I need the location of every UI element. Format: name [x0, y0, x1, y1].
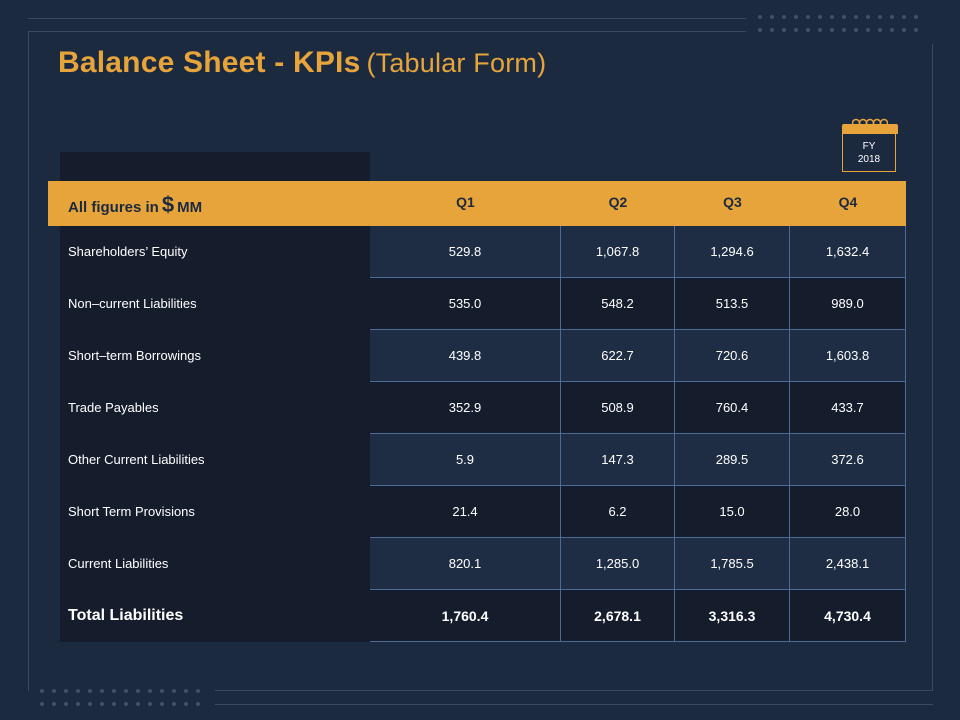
frame-bottom-line	[215, 690, 933, 691]
frame-top-line	[28, 18, 746, 19]
row-label: Current Liabilities	[68, 556, 169, 571]
table-cell: 535.0	[370, 278, 561, 330]
dots-top-right	[758, 15, 918, 19]
table-cell: 2,438.1	[790, 538, 906, 590]
table-cell: 513.5	[675, 278, 790, 330]
table-cell: 760.4	[675, 382, 790, 434]
total-cell: 4,730.4	[790, 590, 906, 642]
calendar-bar	[842, 124, 898, 134]
table-cell: 372.6	[790, 434, 906, 486]
header-currency: $	[161, 192, 175, 217]
frame-left-line	[28, 31, 29, 691]
table-cell: 622.7	[561, 330, 675, 382]
total-cell: 3,316.3	[675, 590, 790, 642]
table-header-q2: Q2	[608, 194, 628, 210]
table-cell: 1,632.4	[790, 226, 906, 278]
table-cell: 433.7	[790, 382, 906, 434]
row-label: Trade Payables	[68, 400, 159, 415]
table-cell: 352.9	[370, 382, 561, 434]
total-cell: 1,760.4	[370, 590, 561, 642]
row-label: Non–current Liabilities	[68, 296, 197, 311]
total-cell: 2,678.1	[561, 590, 675, 642]
table-header-q1: Q1	[456, 194, 475, 210]
table-cell: 147.3	[561, 434, 675, 486]
table-cell: 820.1	[370, 538, 561, 590]
table-cell: 15.0	[675, 486, 790, 538]
table-cell: 21.4	[370, 486, 561, 538]
table-cell: 439.8	[370, 330, 561, 382]
calendar-body	[842, 134, 896, 172]
header-unit: MM	[177, 199, 203, 216]
table-cell: 1,785.5	[675, 538, 790, 590]
table-cell: 6.2	[561, 486, 675, 538]
calendar-fy-label: FY	[862, 141, 876, 152]
table-cell: 1,067.8	[561, 226, 675, 278]
table-cell: 989.0	[790, 278, 906, 330]
calendar-icon	[842, 118, 898, 174]
table-cell: 548.2	[561, 278, 675, 330]
dots-bottom-left-row2	[40, 702, 200, 706]
row-label: Short–term Borrowings	[68, 348, 201, 363]
frame-bottom-outer-line	[215, 704, 933, 705]
total-row-label: Total Liabilities	[68, 607, 184, 624]
frame-right-line	[932, 44, 933, 690]
row-label: Other Current Liabilities	[68, 452, 205, 467]
table-cell: 508.9	[561, 382, 675, 434]
table-cell: 720.6	[675, 330, 790, 382]
header-prefix: All figures in	[68, 199, 159, 216]
row-label: Short Term Provisions	[68, 504, 195, 519]
page-title-main: Balance Sheet - KPIs	[58, 46, 361, 79]
table-cell: 5.9	[370, 434, 561, 486]
frame-top-inner-line	[28, 31, 746, 32]
table-cell: 1,285.0	[561, 538, 675, 590]
calendar-year-label: 2018	[857, 154, 881, 165]
row-label: Shareholders’ Equity	[68, 244, 188, 259]
table-cell: 1,294.6	[675, 226, 790, 278]
table-cell: 289.5	[675, 434, 790, 486]
table-cell: 28.0	[790, 486, 906, 538]
page-title	[58, 46, 546, 80]
table-header-label	[68, 181, 202, 226]
table-header-q4: Q4	[838, 194, 858, 210]
dots-top-right-row2	[758, 28, 918, 32]
page-subtitle: (Tabular Form)	[366, 48, 547, 78]
table-cell: 529.8	[370, 226, 561, 278]
table-cell: 1,603.8	[790, 330, 906, 382]
dots-bottom-left	[40, 689, 200, 693]
table-header-q3: Q3	[723, 194, 742, 210]
